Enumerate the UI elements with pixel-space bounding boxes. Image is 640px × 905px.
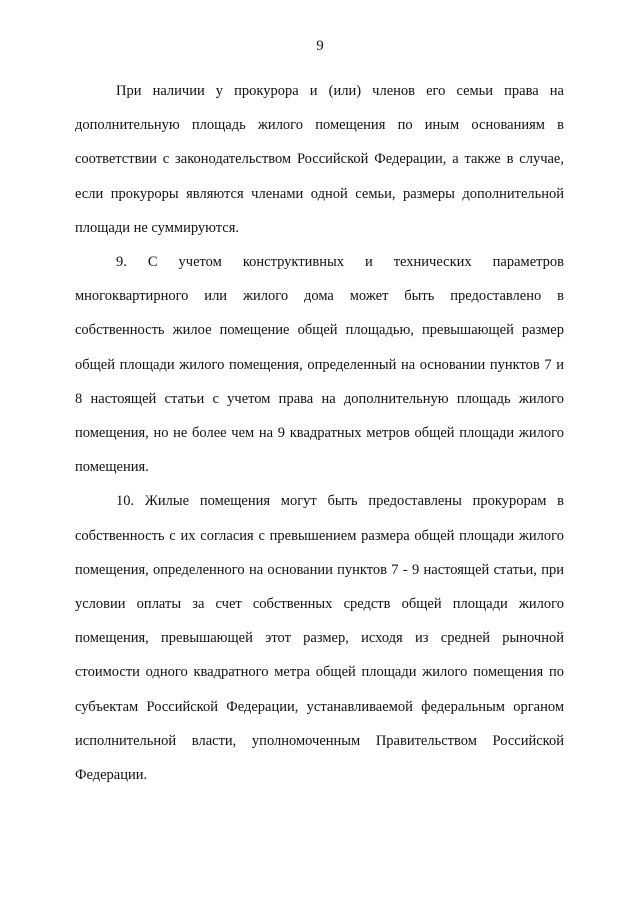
paragraph-additional-area: При наличии у прокурора и (или) членов его семьи права на дополнительную площадь жилого помещения по иным основаниям в соответствии с законодательством Российской Федерации, а также в случае, если прокуроры являются членами одной семьи, размеры дополнительной площади не суммируются. xyxy=(75,83,564,236)
document-body xyxy=(75,74,564,792)
page-number: 9 xyxy=(316,38,324,54)
paragraph-item-9: 9. С учетом конструктивных и технических параметров многоквартирного или жилого дома может быть предоставлено в собственность жилое помещение общей площадью, превышающей размер общей площади жилого помещения, определенный на основании пунктов 7 и 8 настоящей статьи с учетом права на дополнительную площадь жилого помещения, но не более чем на 9 квадратных метров общей площади жилого помещения. xyxy=(75,254,564,476)
paragraph-item-10: 10. Жилые помещения могут быть предоставлены прокурорам в собственность с их согласия с превышением размера общей площади жилого помещения, определенного на основании пунктов 7 - 9 настоящей статьи, при условии оплаты за счет собственных средств общей площади жилого помещения, превышающей этот размер, исходя из средней рыночной стоимости одного квадратного метра общей площади жилого помещения по субъектам Российской Федерации, устанавливаемой федеральным органом исполнительной власти, уполномоченным Правительством Российской Федерации. xyxy=(75,493,564,784)
